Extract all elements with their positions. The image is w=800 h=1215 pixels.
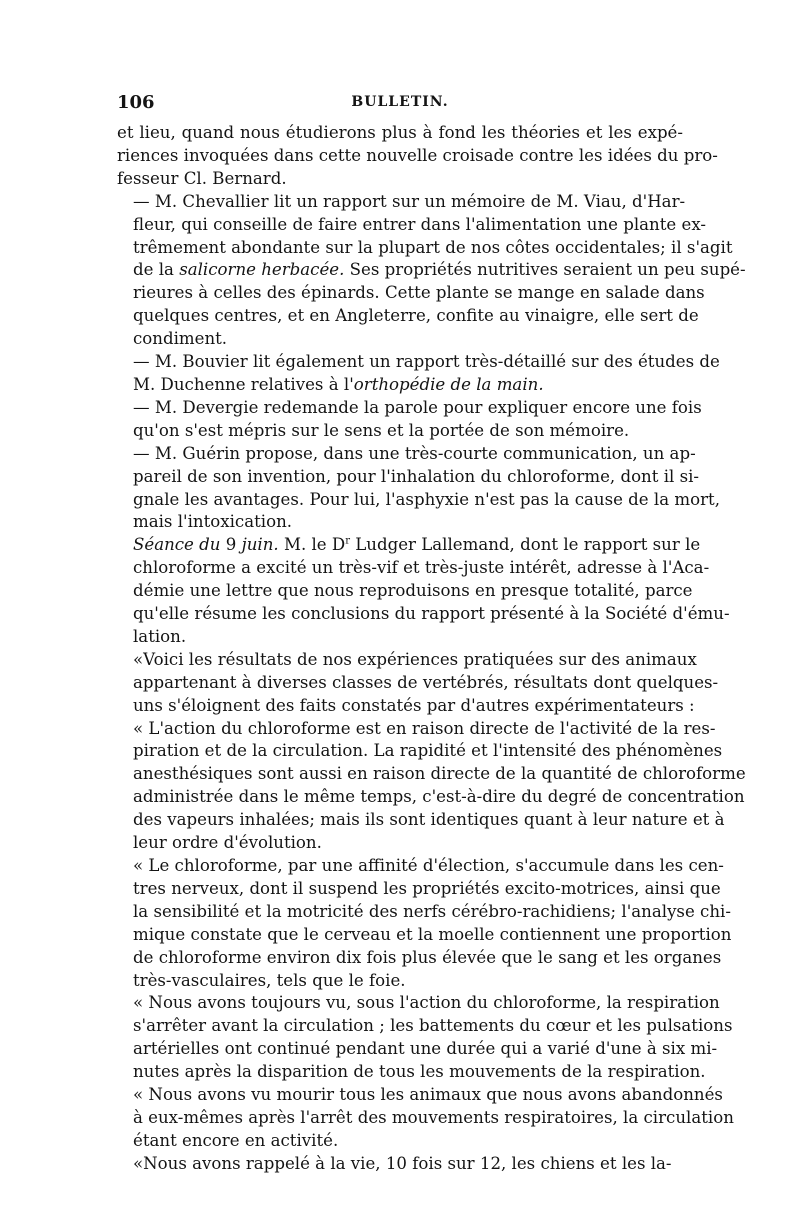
text-line: à eux-mêmes après l'arrêt des mouvements respiratoires, la circulation	[133, 1107, 734, 1127]
text-line: fleur, qui conseille de faire entrer dans l'alimentation une plante ex-	[133, 214, 707, 234]
text-line: fesseur Cl. Bernard.	[117, 168, 287, 188]
text-line: condiment.	[133, 329, 228, 349]
italic-text: salicorne herbacée.	[179, 260, 345, 280]
text-line: «Voici les résultats de nos expériences pratiquées sur des animaux	[133, 649, 697, 669]
paragraph	[117, 718, 746, 855]
text-line: appartenant à diverses classes de vertébrés, résultats dont quelques-	[133, 672, 719, 692]
text-line: Séance du 9 juin. M. le $D^r$ Ludger Lallemand, dont le rapport sur le	[133, 535, 701, 555]
text-line: pareil de son invention, pour l'inhalation du chloroforme, dont il si-	[133, 466, 700, 486]
text-line: mais l'intoxication.	[133, 512, 293, 532]
text-line: « L'action du chloroforme est en raison directe de l'activité de la res-	[133, 718, 716, 738]
superscript: r	[345, 535, 350, 547]
italic-text: juin.	[241, 535, 279, 555]
text-line: très-vasculaires, tels que le foie.	[133, 970, 406, 990]
text-line: des vapeurs inhalées; mais ils sont identiques quant à leur nature et à	[133, 810, 725, 830]
paragraph	[117, 649, 719, 718]
text-line: lation.	[133, 626, 187, 646]
italic-text: orthopédie de la main.	[353, 374, 544, 394]
text-line: qu'elle résume les conclusions du rapport présenté à la Société d'ému-	[133, 604, 730, 624]
text-line: leur ordre d'évolution.	[133, 833, 322, 853]
book-page	[117, 92, 746, 1176]
running-title: BULLETIN.	[351, 94, 449, 110]
text-line: riences invoquées dans cette nouvelle croisade contre les idées du pro-	[117, 145, 718, 165]
text-line: la sensibilité et la motricité des nerfs cérébro-rachidiens; l'analyse chi-	[133, 901, 731, 921]
paragraph	[117, 443, 720, 535]
text-line: artérielles ont continué pendant une durée qui a varié d'une à six mi-	[133, 1039, 718, 1059]
paragraph	[117, 534, 730, 649]
paragraph	[117, 397, 702, 443]
text-line: de la salicorne herbacée. Ses propriétés nutritives seraient un peu supé-	[133, 260, 746, 280]
text-line: rieures à celles des épinards. Cette plante se mange en salade dans	[133, 283, 705, 303]
text-line: nutes après la disparition de tous les mouvements de la respiration.	[133, 1062, 706, 1082]
text-line: «Nous avons rappelé à la vie, 10 fois sur 12, les chiens et les la-	[133, 1153, 672, 1173]
body-text	[117, 122, 746, 1176]
text-line: qu'on s'est mépris sur le sens et la portée de son mémoire.	[133, 420, 630, 440]
paragraph	[117, 191, 746, 351]
text-line: gnale les avantages. Pour lui, l'asphyxie n'est pas la cause de la mort,	[133, 489, 720, 509]
paragraph	[117, 1084, 734, 1153]
text-line: quelques centres, et en Angleterre, confite au vinaigre, elle sert de	[133, 306, 699, 326]
text-line: — M. Guérin propose, dans une très-courte communication, un ap-	[133, 443, 696, 463]
text-line: et lieu, quand nous étudierons plus à fond les théories et les expé-	[117, 123, 683, 142]
italic-text: Séance du	[133, 535, 221, 555]
text-line: piration et de la circulation. La rapidité et l'intensité des phénomènes	[133, 741, 723, 761]
text-line: s'arrêter avant la circulation ; les battements du cœur et les pulsations	[133, 1016, 733, 1036]
text-line: « Nous avons toujours vu, sous l'action du chloroforme, la respiration	[133, 993, 720, 1013]
text-line: M. Duchenne relatives à l'orthopédie de la main.	[133, 374, 544, 394]
text-line: étant encore en activité.	[133, 1130, 339, 1150]
text-line: administrée dans le même temps, c'est-à-dire du degré de concentration	[133, 787, 745, 807]
text-line: uns s'éloignent des faits constatés par d'autres expérimentateurs :	[133, 695, 695, 715]
paragraph	[117, 992, 733, 1084]
paragraph	[117, 351, 720, 397]
text-line: chloroforme a excité un très-vif et très-juste intérêt, adresse à l'Aca-	[133, 558, 710, 578]
text-line: anesthésiques sont aussi en raison directe de la quantité de chloroforme	[133, 764, 746, 784]
paragraph	[117, 122, 718, 191]
paragraph	[117, 855, 732, 992]
running-header	[117, 92, 683, 122]
text-line: démie une lettre que nous reproduisons en presque totalité, parce	[133, 581, 693, 601]
text-line: — M. Bouvier lit également un rapport très-détaillé sur des études de	[133, 352, 720, 372]
text-line: — M. Chevallier lit un rapport sur un mémoire de M. Viau, d'Har-	[133, 191, 686, 211]
text-line: mique constate que le cerveau et la moelle contiennent une proportion	[133, 924, 732, 944]
text-line: « Le chloroforme, par une affinité d'élection, s'accumule dans les cen-	[133, 856, 724, 875]
text-line: tres nerveux, dont il suspend les propriétés excito-motrices, ainsi que	[133, 878, 721, 898]
text-line: trêmement abondante sur la plupart de nos côtes occidentales; il s'agit	[133, 237, 733, 257]
page-number: 106	[117, 92, 155, 113]
paragraph	[117, 1153, 683, 1176]
text-line: « Nous avons vu mourir tous les animaux que nous avons abandonnés	[133, 1085, 723, 1105]
text-line: de chloroforme environ dix fois plus élevée que le sang et les organes	[133, 947, 722, 967]
text-line: — M. Devergie redemande la parole pour expliquer encore une fois	[133, 397, 702, 417]
